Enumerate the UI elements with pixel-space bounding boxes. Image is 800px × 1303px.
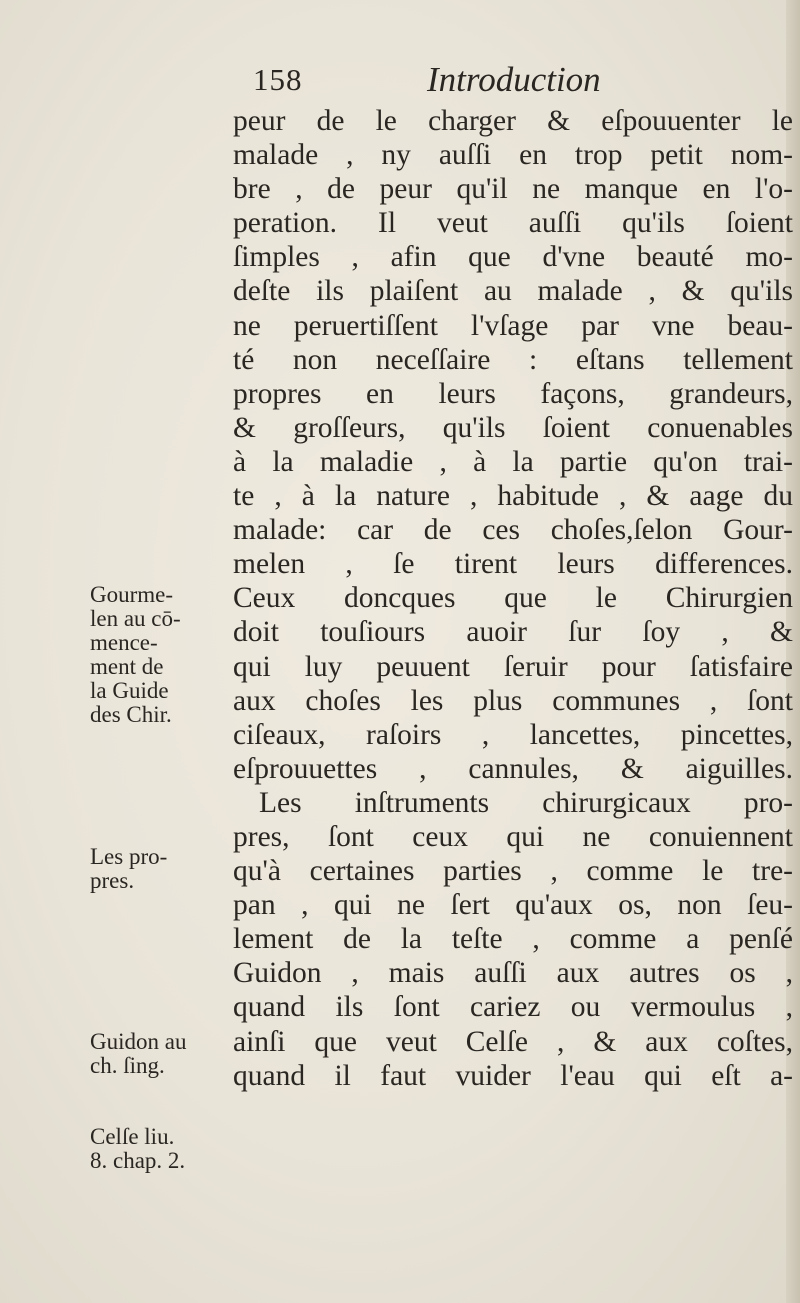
margin-note-line: 8. chap. 2. [90,1148,186,1173]
margin-note-line: Guidon au [90,1029,187,1054]
main-text-block [233,104,793,1093]
text-line: peration. Il veut auſſi qu'ils ſoient [233,207,793,240]
running-head: Introduction [427,60,601,99]
margin-note-line: pres. [90,868,135,893]
text-line: te , à la nature , habitude , & aage du [233,480,793,513]
text-line: ciſeaux, raſoirs , lancettes, pincettes, [233,718,793,751]
text-line: pan , qui ne ſert qu'aux os, non ſeu- [233,889,793,922]
text-line: aux choſes les plus communes , ſont [233,684,793,717]
text-line: eſprouuettes , cannules, & aiguilles. [233,752,793,785]
margin-note-line: len au cō- [90,606,181,631]
text-line: qu'à certaines parties , comme le tre- [233,855,793,888]
margin-note-line: la Guide [90,678,169,703]
margin-note-line: Celſe liu. [90,1124,175,1149]
margin-note-line: Les pro- [90,844,168,869]
text-line: propres en leurs façons, grandeurs, [233,377,793,410]
text-line: ne peruertiſſent l'vſage par vne beau- [233,309,793,342]
text-line: ſimples , afin que d'vne beauté mo- [233,241,793,274]
margin-note-line: ment de [90,654,164,679]
margin-note-gourmelen [90,583,225,727]
text-line: peur de le charger & eſpouuenter le [233,105,793,137]
text-line: deſte ils plaiſent au malade , & qu'ils [233,275,793,308]
margin-note-celse [90,1125,225,1173]
margin-note-propres [90,845,225,893]
text-line: melen , ſe tirent leurs differences. [233,548,793,581]
text-line: quand il faut vuider l'eau qui eſt a- [233,1059,793,1092]
text-line: bre , de peur qu'il ne manque en l'o- [233,173,793,206]
text-line: pres, ſont ceux qui ne conuiennent [233,820,793,853]
text-line: té non neceſſaire : eſtans tellement [233,343,793,376]
text-line: lement de la teſte , comme a penſé [233,923,793,956]
text-line: malade , ny auſſi en trop petit nom- [233,139,793,172]
page-number: 158 [253,62,303,97]
text-line: Les inſtruments chirurgicaux pro- [259,786,793,819]
text-line: quand ils ſont cariez ou vermoulus , [233,991,793,1024]
text-line: Guidon , mais auſſi aux autres os , [233,957,793,990]
text-line: doit touſiours auoir ſur ſoy , & [233,616,793,649]
margin-note-line: des Chir. [90,702,172,727]
text-line: ainſi que veut Celſe , & aux coſtes, [233,1025,793,1058]
margin-note-line: Gourme- [90,582,174,607]
text-line: à la maladie , à la partie qu'on trai- [233,445,793,478]
text-line: & groſſeurs, qu'ils ſoient conuenables [233,411,793,444]
margin-note-line: ch. ſing. [90,1053,165,1078]
margin-note-guidon [90,1030,225,1078]
text-line: qui luy peuuent ſeruir pour ſatisfaire [233,650,793,683]
text-line: malade: car de ces choſes,ſelon Gour- [233,514,793,547]
text-line: Ceux doncques que le Chirurgien [233,582,793,615]
margin-note-line: mence- [90,630,158,655]
